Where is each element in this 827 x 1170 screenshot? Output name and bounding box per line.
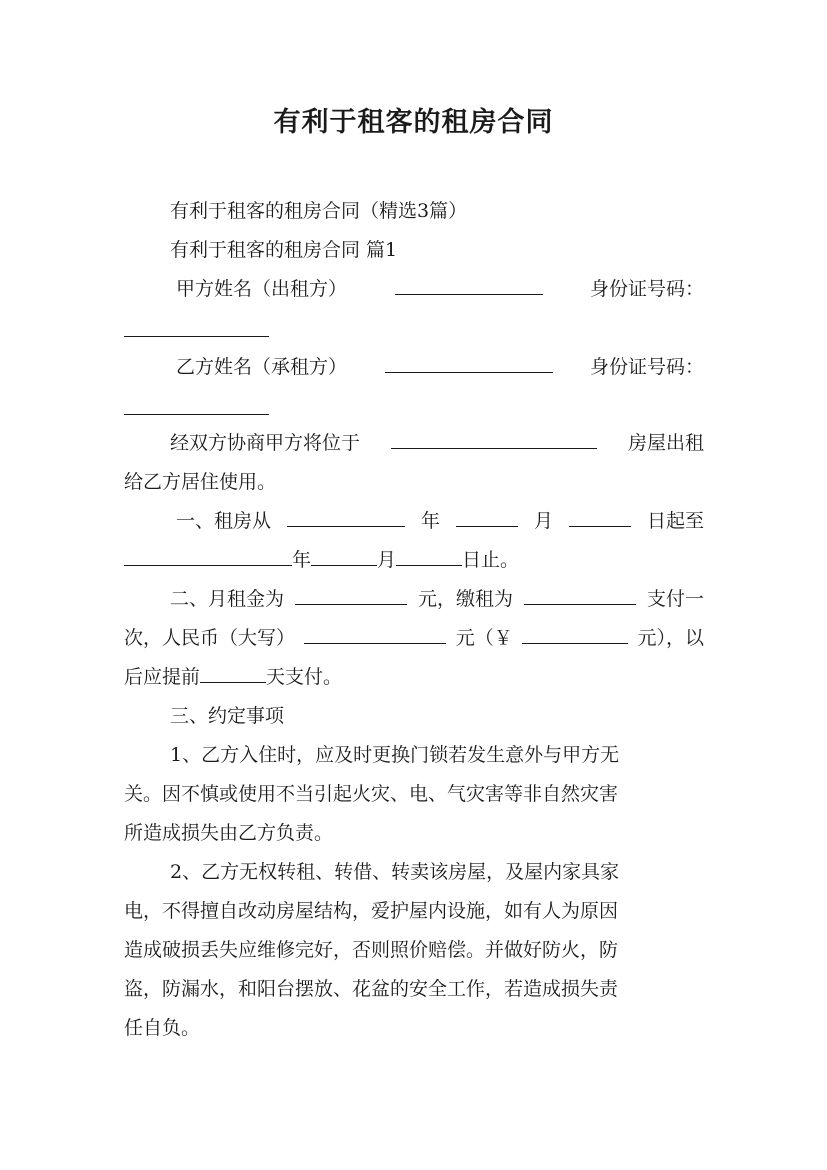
rent-rmb-label: 次，人民币（大写） — [124, 627, 296, 649]
party-a-line — [124, 270, 704, 308]
location-prefix: 经双方协商甲方将位于 — [170, 432, 361, 454]
rent-yuan-label: 元（￥ — [455, 627, 513, 649]
rent-days-label: 天支付。 — [266, 666, 343, 688]
rent-pay-label: 元，缴租为 — [417, 588, 513, 610]
subtitle: 有利于租客的租房合同（精选3篇） — [170, 200, 468, 222]
terms-heading: 三、约定事项 — [170, 705, 285, 727]
term-until-label: 日起至 — [646, 510, 704, 532]
document-title: 有利于租客的租房合同 — [273, 107, 554, 138]
clause-1-line: 所造成损失由乙方负责。 — [124, 822, 334, 844]
clause-2-line: 任自负。 — [124, 1017, 201, 1039]
clause-2-line: 盗，防漏水，和阳台摆放、花盆的安全工作，若造成损失责 — [124, 978, 619, 1000]
term-to-month-blank — [311, 541, 377, 566]
clause-2-line: 造成破损丢失应维修完好，否则照价赔偿。并做好防火，防 — [124, 939, 619, 961]
term-from-month-blank — [456, 502, 518, 527]
term-to-year-blank — [124, 541, 292, 566]
party-b-label: 乙方姓名（承租方） — [176, 356, 348, 378]
clause-1-line: 1、乙方入住时，应及时更换门锁若发生意外与甲方无 — [170, 744, 620, 766]
term-from-label: 一、租房从 — [176, 510, 272, 532]
rent-numeric-blank — [522, 619, 628, 644]
party-a-name-blank — [395, 270, 543, 295]
location-suffix: 房屋出租 — [627, 432, 704, 454]
party-a-id-blank — [124, 336, 269, 337]
rent-pay-once-label: 支付一 — [646, 588, 704, 610]
rent-amount-label: 二、月租金为 — [170, 588, 285, 610]
term-to-month-label: 月 — [377, 549, 397, 571]
term-from-day-blank — [569, 502, 631, 527]
term-end-label: 日止。 — [462, 549, 520, 571]
clause-2-line: 2、乙方无权转租、转借、转卖该房屋，及屋内家具家 — [170, 861, 620, 883]
rent-yuan-close-label: 元），以 — [637, 627, 704, 649]
term-month-label: 月 — [533, 510, 553, 532]
term-to-year-label: 年 — [292, 549, 312, 571]
term-line-1 — [124, 502, 704, 540]
rent-capital-blank — [304, 619, 446, 644]
location-line-2: 给乙方居住使用。 — [124, 471, 277, 493]
section-heading: 有利于租客的租房合同 篇1 — [170, 239, 398, 261]
rent-line-1 — [124, 580, 704, 618]
party-a-label: 甲方姓名（出租方） — [176, 278, 348, 300]
rent-line-3 — [124, 658, 704, 696]
term-year-label: 年 — [420, 510, 440, 532]
rent-days-blank — [200, 658, 266, 683]
rent-advance-label: 后应提前 — [124, 666, 201, 688]
party-b-id-blank — [124, 414, 269, 415]
rent-period-blank — [524, 580, 636, 605]
term-to-day-blank — [396, 541, 462, 566]
location-blank — [391, 424, 597, 449]
clause-1-line: 关。因不慎或使用不当引起火灾、电、气灾害等非自然灾害 — [124, 783, 619, 805]
party-b-line — [124, 348, 704, 386]
term-from-year-blank — [287, 502, 405, 527]
rent-line-2 — [124, 619, 704, 657]
clause-2-line: 电，不得擅自改动房屋结构，爱护屋内设施，如有人为原因 — [124, 900, 619, 922]
term-line-2 — [124, 541, 704, 579]
party-b-id-label: 身份证号码： — [589, 356, 704, 378]
rent-amount-blank — [295, 580, 407, 605]
party-a-id-label: 身份证号码： — [589, 278, 704, 300]
location-line — [124, 424, 704, 462]
party-b-name-blank — [385, 348, 553, 373]
